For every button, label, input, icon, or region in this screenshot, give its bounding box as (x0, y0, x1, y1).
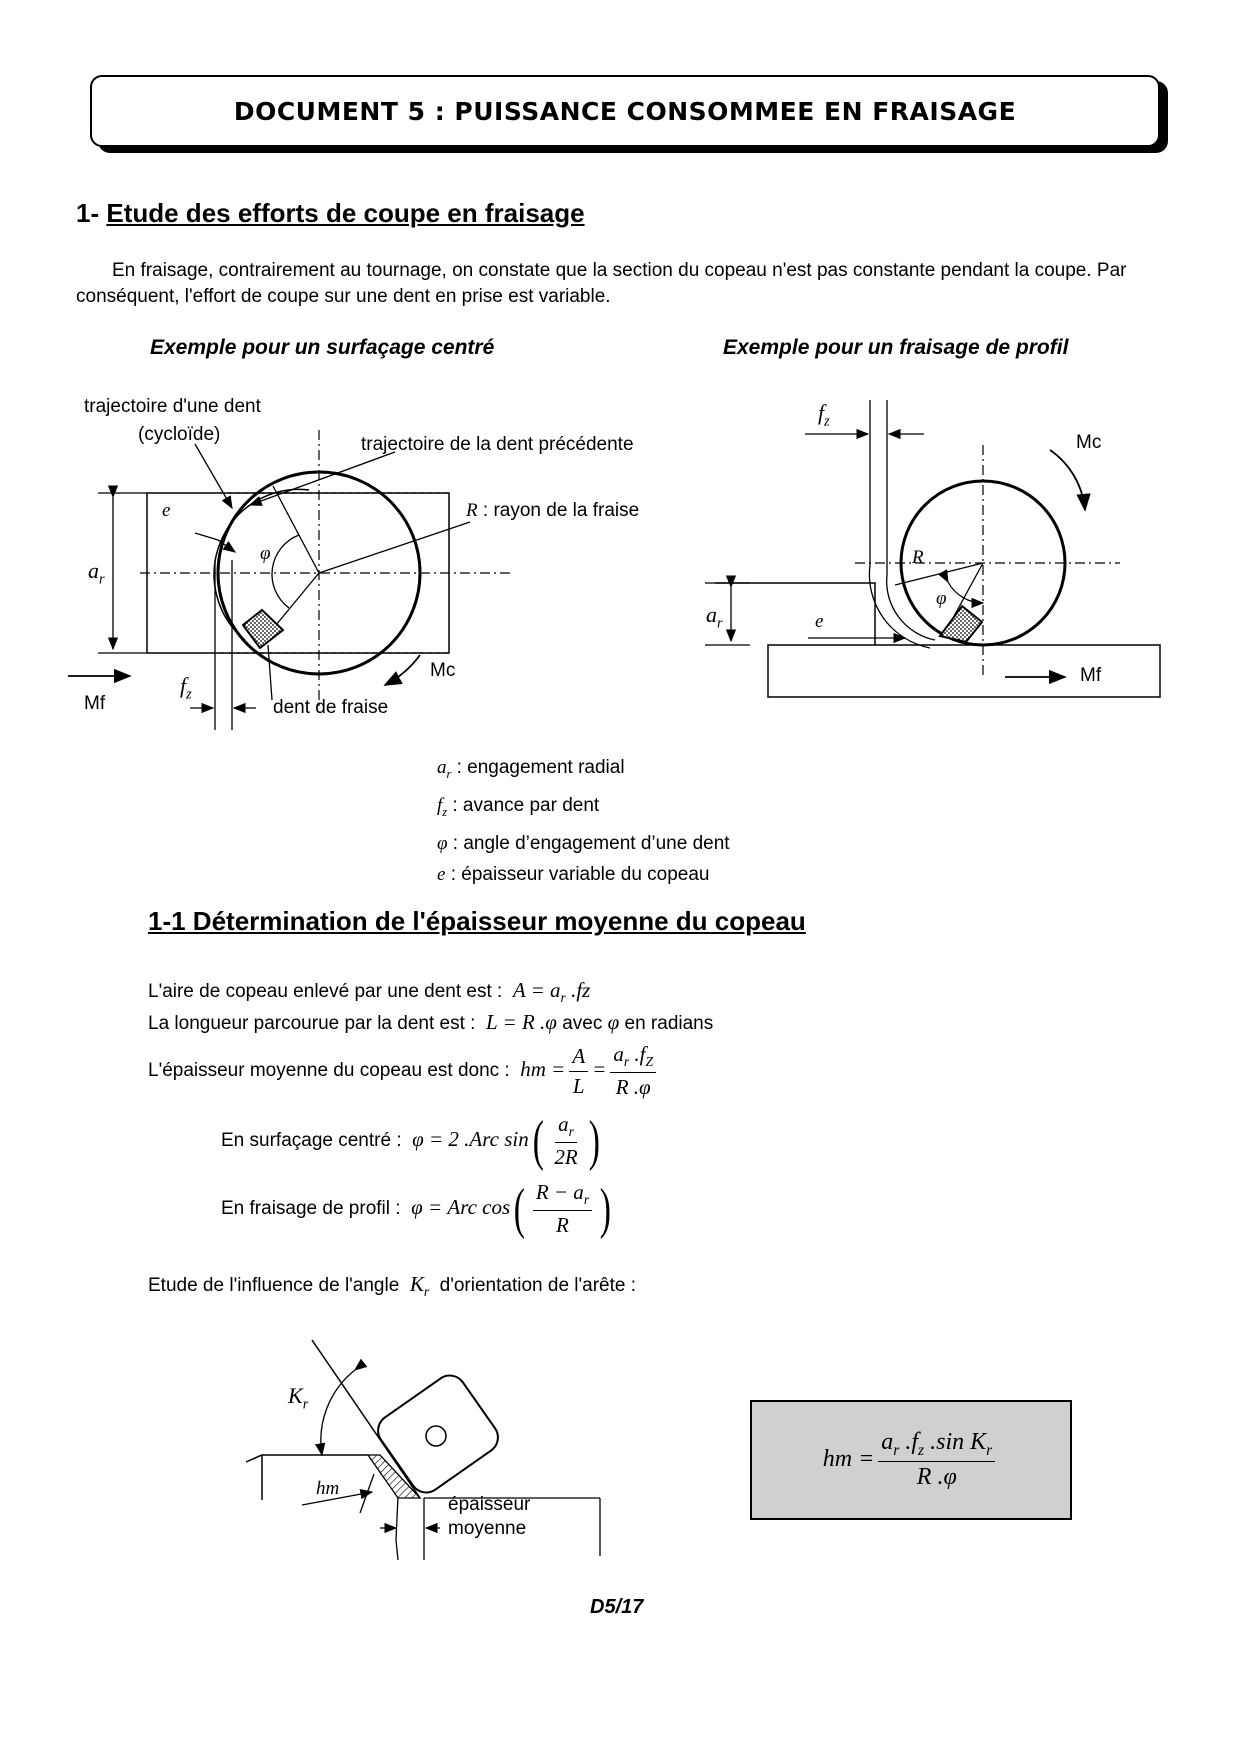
left-tooth (243, 610, 283, 648)
label-fz-right: $f_z$ (818, 400, 830, 430)
label-r-right: R (912, 547, 924, 568)
line-surfacage: En surfaçage centré : φ = 2 .Arc sin ( $\frac{a_r}{2R}$ ) (221, 1110, 600, 1173)
label-fz-left: $f_z$ (180, 673, 192, 703)
section-1-number: 1- (76, 198, 100, 228)
document-title: DOCUMENT 5 : PUISSANCE CONSOMMEE EN FRAISAGE (233, 96, 1017, 126)
label-radius: R : rayon de la fraise (466, 500, 640, 521)
label-kr: $K_r$ (288, 1383, 309, 1413)
label-mf-left: Mf (84, 693, 106, 714)
result-formula-box: hm = $\frac{a_r .f_z .\sin K_r}{R .\varphi}$ (750, 1400, 1072, 1520)
left-figure (68, 430, 510, 730)
label-previous-trajectory: trajectoire de la dent précédente (361, 434, 634, 455)
section-1-title: Etude des efforts de coupe en fraisage (106, 198, 585, 228)
section-1-paragraph: En fraisage, contrairement au tournage, on constate que la section du copeau n'est pas constante pendant la coupe. Par conséquent, l'effort de coupe sur une dent en prise est variable. (76, 260, 1127, 307)
kr-figure (246, 1340, 600, 1560)
label-ar-right: $a_r$ (706, 602, 723, 632)
label-e-left: e (162, 500, 171, 521)
label-trajectory-line1: trajectoire d'une dent (84, 396, 261, 417)
line-hm: L'épaisseur moyenne du copeau est donc : hm = $\frac{A}{L}$ = $\frac{a_r .f_Z}{R .\varphi}$ (148, 1042, 660, 1100)
line-area: L'aire de copeau enlevé par une dent est : $A = a_r$ .fz (148, 978, 591, 1006)
label-phi-left: φ (260, 543, 271, 564)
right-workpiece (768, 645, 1160, 697)
label-phi-right: φ (936, 588, 947, 609)
legend-e: e : épaisseur variable du copeau (437, 863, 710, 885)
label-ar-left: $a_r$ (88, 558, 105, 588)
label-epaisseur: épaisseur (448, 1494, 531, 1515)
page-number: D5/17 (590, 1596, 644, 1618)
legend-ar: $a_r$ : engagement radial (437, 757, 625, 781)
label-trajectory-line2: (cycloïde) (138, 424, 221, 445)
label-mf-right: Mf (1080, 665, 1102, 686)
legend-fz: $f_z$ : avance par dent (437, 794, 600, 819)
right-tooth (940, 606, 982, 642)
label-mc-left: Mc (430, 660, 456, 681)
line-length: La longueur parcourue par la dent est : L = R .φ avec φ en radians (148, 1010, 714, 1034)
legend-phi: φ : angle d’engagement d’une dent (437, 832, 730, 854)
label-tooth-left: dent de fraise (273, 697, 389, 718)
fig-left-caption: Exemple pour un surfaçage centré (150, 336, 495, 359)
line-kr-intro: Etude de l'influence de l'angle $K_r$ d'orientation de l'arête : (148, 1272, 636, 1300)
section-1-1-title: 1-1 Détermination de l'épaisseur moyenne du copeau (148, 906, 806, 936)
fig-right-caption: Exemple pour un fraisage de profil (723, 336, 1069, 359)
label-e-right: e (815, 611, 824, 632)
label-hm: hm (316, 1478, 340, 1499)
line-profil: En fraisage de profil : φ = Arc cos ( $\frac{R - a_r}{R}$ ) (221, 1178, 612, 1241)
legend (437, 752, 730, 890)
label-mc-right: Mc (1076, 432, 1102, 453)
label-moyenne: moyenne (448, 1518, 527, 1539)
